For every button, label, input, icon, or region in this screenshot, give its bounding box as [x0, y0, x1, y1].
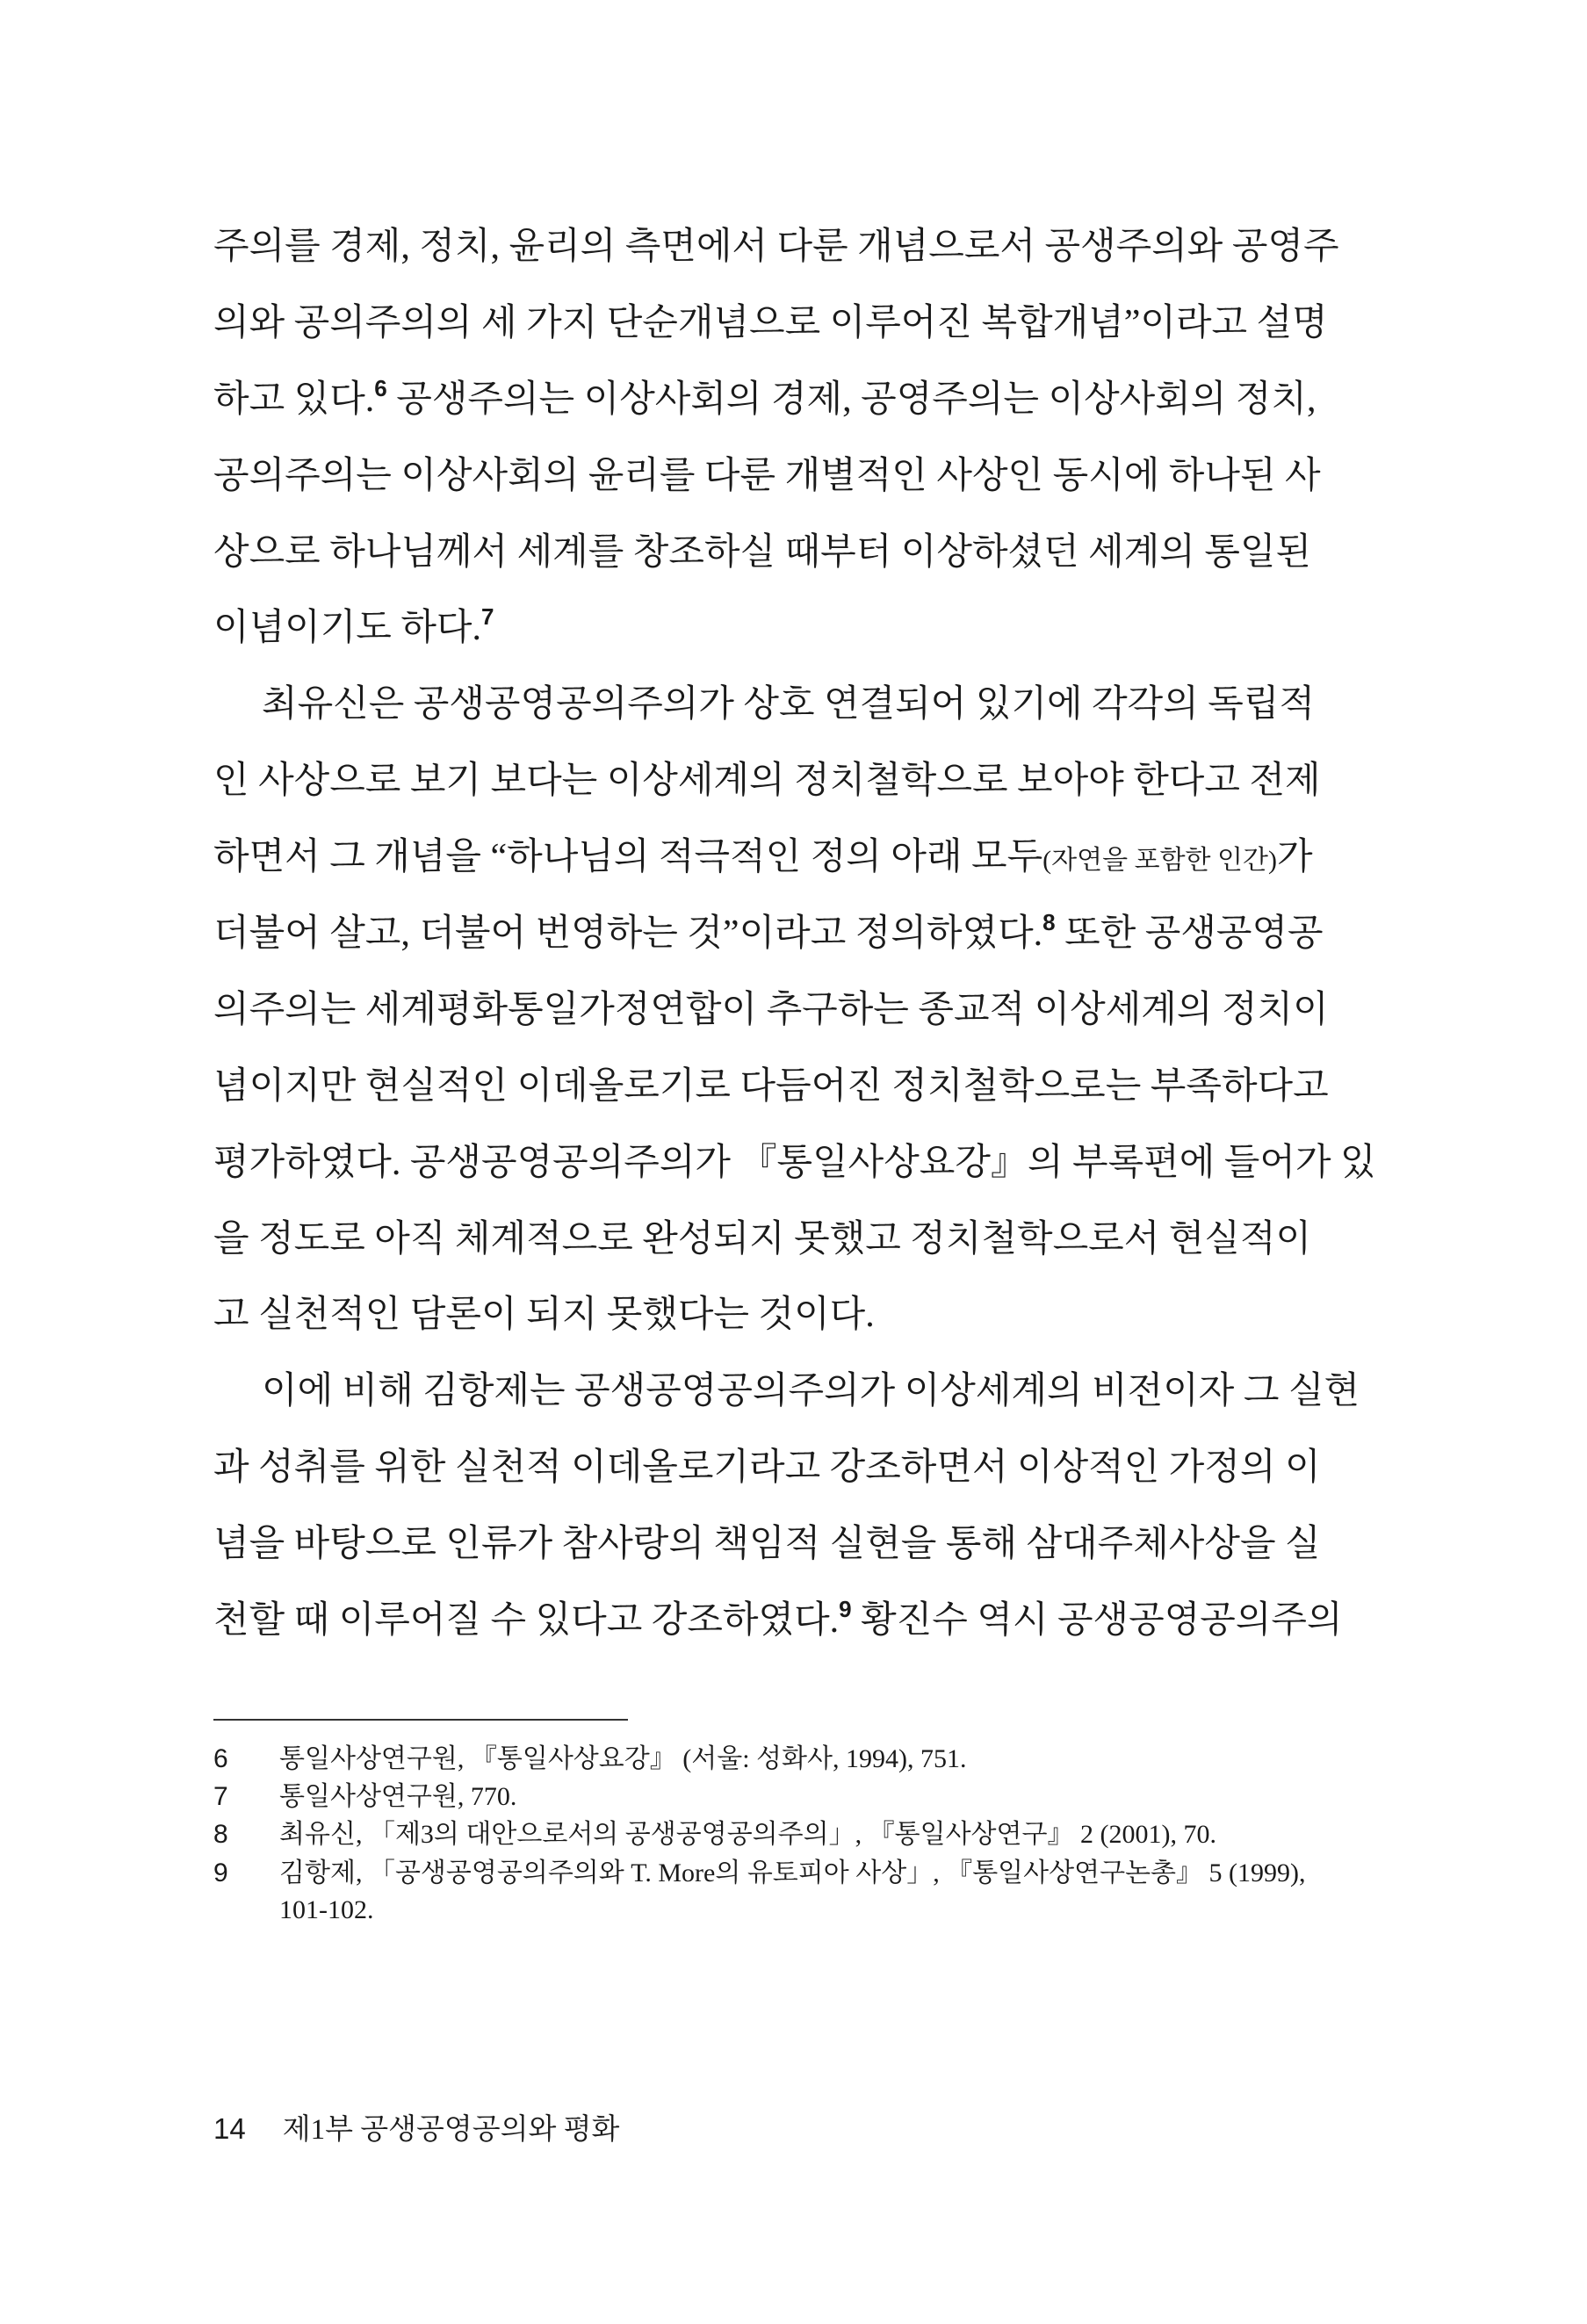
text-segment: 공생주의는 이상사회의 경제, 공영주의는 이상사회의 정치,	[386, 379, 1316, 420]
footnote-text: 최유신, 「제3의 대안으로서의 공생공영공의주의」, 『통일사상연구』 2 (2001), 70.	[279, 1820, 1216, 1849]
text-line: 의주의는 세계평화통일가정연합이 추구하는 종교적 이상세계의 정치이	[213, 989, 1329, 1030]
text-line: 상으로 하나님께서 세계를 창조하실 때부터 이상하셨던 세계의 통일된	[213, 531, 1312, 573]
text-line: 공의주의는 이상사회의 윤리를 다룬 개별적인 사상인 동시에 하나된 사	[213, 455, 1321, 496]
text-line	[213, 896, 1324, 972]
text-segment: 더불어 살고, 더불어 번영하는 것”이라고 정의하였다.	[213, 913, 1043, 955]
text-segment: 황진수 역시 공생공영공의주의	[851, 1600, 1343, 1642]
footnote-ref[interactable]: 6	[374, 374, 387, 401]
footnote-ref[interactable]: 8	[1042, 909, 1056, 936]
text-line: 이에 비해 김항제는 공생공영공의주의가 이상세계의 비전이자 그 실현	[262, 1371, 1360, 1412]
text-line: 고 실천적인 담론이 되지 못했다는 것이다.	[213, 1295, 875, 1336]
text-segment: 하면서 그 개념을 “하나님의 적극적인 정의 아래 모두	[213, 837, 1043, 878]
footnote-ref[interactable]: 7	[481, 603, 494, 631]
text-line	[213, 819, 1313, 896]
text-line: 인 사상으로 보기 보다는 이상세계의 정치철학으로 보아야 한다고 전제	[213, 761, 1321, 802]
page-footer	[213, 2106, 619, 2147]
text-segment: 하고 있다.	[213, 379, 375, 420]
footnote-text: 김항제, 「공생공영공의주의와 T. More의 유토피아 사상」, 『통일사상연구논총』 5 (1999), 101-102.	[279, 1858, 1306, 1924]
parenthetical-note: (자연을 포함한 인간)	[1042, 846, 1277, 876]
text-line: 의와 공의주의의 세 가지 단순개념으로 이루어진 복합개념”이라고 설명	[213, 302, 1328, 343]
footnote	[213, 1741, 1307, 1778]
text-line: 평가하였다. 공생공영공의주의가 『통일사상요강』의 부록편에 들어가 있	[213, 1142, 1376, 1183]
footnote-text: 통일사상연구원, 770.	[279, 1782, 517, 1811]
text-line: 념이지만 현실적인 이데올로기로 다듬어진 정치철학으로는 부족하다고	[213, 1065, 1329, 1107]
text-segment: 천할 때 이루어질 수 있다고 강조하였다.	[213, 1600, 840, 1642]
text-line	[213, 590, 1305, 667]
body-text	[213, 209, 1376, 1659]
text-line	[213, 362, 1316, 438]
footnote	[213, 1816, 1307, 1853]
page-number: 14	[213, 2112, 246, 2145]
footnote-number: 8	[213, 1820, 228, 1849]
footnote-number: 7	[213, 1782, 228, 1811]
text-segment: 이념이기도 하다.	[213, 608, 482, 649]
text-line: 과 성취를 위한 실천적 이데올로기라고 강조하면서 이상적인 가정의 이	[213, 1447, 1321, 1489]
text-segment: 가	[1276, 837, 1313, 878]
footnote-text: 통일사상연구원, 『통일사상요강』 (서울: 성화사, 1994), 751.	[279, 1744, 967, 1773]
footnote	[213, 1855, 1307, 1929]
text-line: 주의를 경제, 정치, 윤리의 측면에서 다룬 개념으로서 공생주의와 공영주	[213, 227, 1339, 267]
footnote-ref[interactable]: 9	[839, 1596, 852, 1623]
text-segment: 또한 공생공영공	[1055, 913, 1324, 955]
running-title: 제1부 공생공영공의와 평화	[282, 2114, 620, 2146]
footnote-number: 9	[213, 1858, 228, 1887]
text-line	[213, 1583, 1343, 1659]
footnote	[213, 1779, 1307, 1815]
text-line: 최유신은 공생공영공의주의가 상호 연결되어 있기에 각각의 독립적	[262, 684, 1316, 725]
footnote-number: 6	[213, 1744, 228, 1773]
footnote-divider	[213, 1719, 628, 1721]
text-line: 념을 바탕으로 인류가 참사랑의 책임적 실현을 통해 삼대주체사상을 실	[213, 1524, 1321, 1565]
text-line: 을 정도로 아직 체계적으로 완성되지 못했고 정치철학으로서 현실적이	[213, 1218, 1312, 1259]
